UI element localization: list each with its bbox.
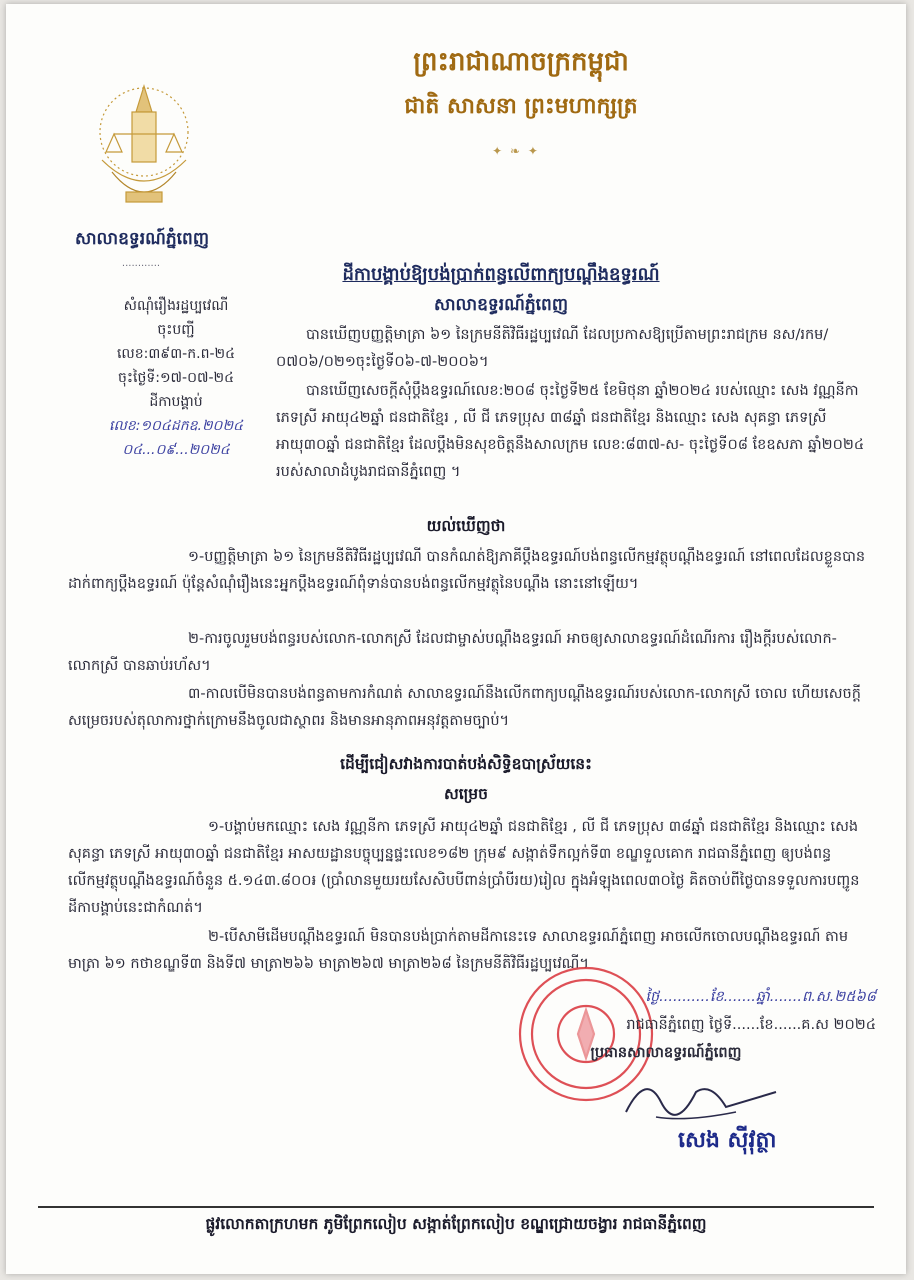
case-reference-block	[76, 294, 276, 462]
court-emblem-icon	[92, 72, 196, 222]
footer-address: ផ្លូវលោកតាក្រហមក ភូមិព្រែកលៀប សង្កាត់ព្រែកលៀប ខណ្ឌជ្រោយចង្វារ រាជធានីភ្នំពេញ	[205, 1215, 707, 1233]
case-type: សំណុំរឿងរដ្ឋប្បវេណី	[123, 298, 229, 314]
paragraph-point-3: ៣-កាលបើមិនបានបង់ពន្ធតាមការកំណត់ សាលាឧទ្ធរណ៍នឹងលើកពាក្យបណ្តឹងឧទ្ធរណ៍របស់លោក-លោកស្រី ចោល ហើយសេចក្តីសម្រេចរបស់តុលាការថ្នាក់ក្រោមនឹងចូលជាស្ថាពរ និងមានអានុភាពអនុវត្តតាមច្បាប់។	[68, 686, 861, 729]
signature-icon	[616, 1062, 786, 1132]
paragraph-considering-law: បានឃើញបញ្ញត្តិមាត្រា ៦១ នៃក្រមនីតិវិធីរដ្ឋប្បវេណី ដែលប្រកាសឱ្យប្រើតាមព្រះរាជក្រម នស/រកម/០៧០៦/០២១ចុះថ្ងៃទី០៦-៧-២០០៦។	[276, 327, 829, 370]
order-date: ០៤...០៩...២០២៤	[122, 442, 230, 458]
court-divider: ............	[121, 258, 161, 269]
document-title: ដីកាបង្គាប់ឱ្យបង់ប្រាក់ពន្ធលើពាក្យបណ្តឹងឧទ្ធរណ៍	[342, 264, 660, 285]
lunar-dateline: ថ្ងៃ...........ខែ.......ឆ្នាំ.......ព.ស.២៥៦៨	[645, 989, 876, 1005]
paragraph-considering-appeal: បានឃើញសេចក្តីសុំប្តឹងឧទ្ធរណ៍លេខ:២០៨ ចុះថ្ងៃទី២៥ ខែមិថុនា ឆ្នាំ២០២៤ របស់ឈ្មោះ សេង វណ្ណនីកា ភេទស្រី អាយុ៤២ឆ្នាំ ជនជាតិខ្មែរ , លី ជី ភេទប្រុស ៣៨ឆ្នាំ ជនជាតិខ្មែរ និងឈ្មោះ សេង សុគន្ធា ភេទស្រី អាយុ៣០ឆ្នាំ ជនជាតិខ្មែរ ដែលប្តឹងមិនសុខចិត្តនឹងសាលក្រម លេខ:៨៣៧-ស- ចុះថ្ងៃទី០៨ ខែឧសភា ឆ្នាំ២០២៤ របស់សាលាដំបូងរាជធានីភ្នំពេញ ។	[276, 383, 865, 480]
paragraph-point-1: ១-បញ្ញត្តិមាត្រា ៦១ នៃក្រមនីតិវិធីរដ្ឋប្បវេណី បានកំណត់ឱ្យភាគីប្តឹងឧទ្ធរណ៍បង់ពន្ធលើកម្មវត្ថុបណ្តឹងឧទ្ធរណ៍ នៅពេលដែលខ្លួនបានដាក់ពាក្យប្តឹងឧទ្ធរណ៍ ប៉ុន្តែសំណុំរឿងនេះអ្នកប្តឹងឧទ្ធរណ៍ពុំទាន់បានបង់ពន្ធលើកម្មវត្ថុនៃបណ្តឹង នោះនៅឡើយ។	[68, 549, 866, 592]
ornament-divider: ✦ ❧ ✦	[492, 144, 540, 158]
court-name: សាលាឧទ្ធរណ៍ភ្នំពេញ	[74, 229, 210, 249]
kingdom-heading: ព្រះរាជាណាចក្រកម្ពុជា	[413, 47, 629, 77]
order-label: ដីកាបង្គាប់	[149, 394, 203, 410]
document-page	[6, 4, 906, 1274]
footer-divider	[38, 1206, 874, 1208]
signatory-role: ប្រធានសាលាឧទ្ធរណ៍ភ្នំពេញ	[590, 1045, 742, 1061]
national-motto: ជាតិ សាសនា ព្រះមហាក្សត្រ	[404, 93, 638, 119]
case-number: លេខ:៣៩៣-ក.ព-២៤	[116, 346, 236, 362]
order-number: លេខ:១០៤ដកឧ.២០២៤	[109, 418, 243, 434]
heading-considering: យល់ឃើញថា	[426, 517, 506, 535]
registration-date: ចុះថ្ងៃទី:១៧-០៧-២៤	[117, 370, 235, 386]
registration-label: ចុះបញ្ជី	[157, 322, 195, 338]
document-subtitle: សាលាឧទ្ធរណ៍ភ្នំពេញ	[433, 295, 569, 315]
heading-decides: សម្រេច	[444, 785, 488, 803]
paragraph-decision-1: ១-បង្គាប់មកឈ្មោះ សេង វណ្ណនីកា ភេទស្រី អាយុ៤២ឆ្នាំ ជនជាតិខ្មែរ , លី ជី ភេទប្រុស ៣៨ឆ្នាំ ជនជាតិខ្មែរ និងឈ្មោះ សេង សុគន្ធា ភេទស្រី អាយុ៣០ឆ្នាំ ជនជាតិខ្មែរ អាសយដ្ឋានបច្ចុប្បន្នផ្ទះលេខ១៨២ ក្រុម៩ សង្កាត់ទឹកល្អក់ទី៣ ខណ្ឌទួលគោក រាជធានីភ្នំពេញ ឲ្យបង់ពន្ធលើកម្មវត្ថុបណ្តឹងឧទ្ធរណ៍ចំនួន ៥.១៤៣.៨០០៛ (ប្រាំលានមួយរយសែសិបបីពាន់ប្រាំបីរយ)រៀល ក្នុងអំឡុងពេល៣០ថ្ងៃ គិតចាប់ពីថ្ងៃបានទទួលការបញ្ជូនដីកាបង្គាប់នេះជាកំណត់។	[68, 819, 860, 916]
paragraph-decision-2: ២-បើសាមីដើមបណ្តឹងឧទ្ធរណ៍ មិនបានបង់ប្រាក់តាមដីកានេះទេ សាលាឧទ្ធរណ៍ភ្នំពេញ អាចលើកចោលបណ្តឹងឧទ្ធរណ៍ តាមមាត្រា ៦១ កថាខណ្ឌទី៣ និងទី៧ មាត្រា២៦៦ មាត្រា២៦៧ មាត្រា២៦៨ នៃក្រមនីតិវិធីរដ្ឋប្បវេណី។	[68, 929, 849, 972]
heading-to-avoid: ដើម្បីជៀសវាងការបាត់បង់សិទ្ធិឧបាស្រ័យនេះ	[340, 755, 592, 773]
signatory-name: សេង ស៊ីវុត្ថា	[678, 1128, 777, 1153]
gregorian-dateline: រាជធានីភ្នំពេញ ថ្ងៃទី......ខែ......គ.ស ២០២៤	[626, 1017, 876, 1033]
paragraph-point-2: ២-ការចូលរួមបង់ពន្ធរបស់លោក-លោកស្រី ដែលជាម្ចាស់បណ្តឹងឧទ្ធរណ៍ អាចឲ្យសាលាឧទ្ធរណ៍ដំណើរការ រឿងក្តីរបស់លោក-លោកស្រី បានឆាប់រហ័ស។	[68, 631, 837, 674]
